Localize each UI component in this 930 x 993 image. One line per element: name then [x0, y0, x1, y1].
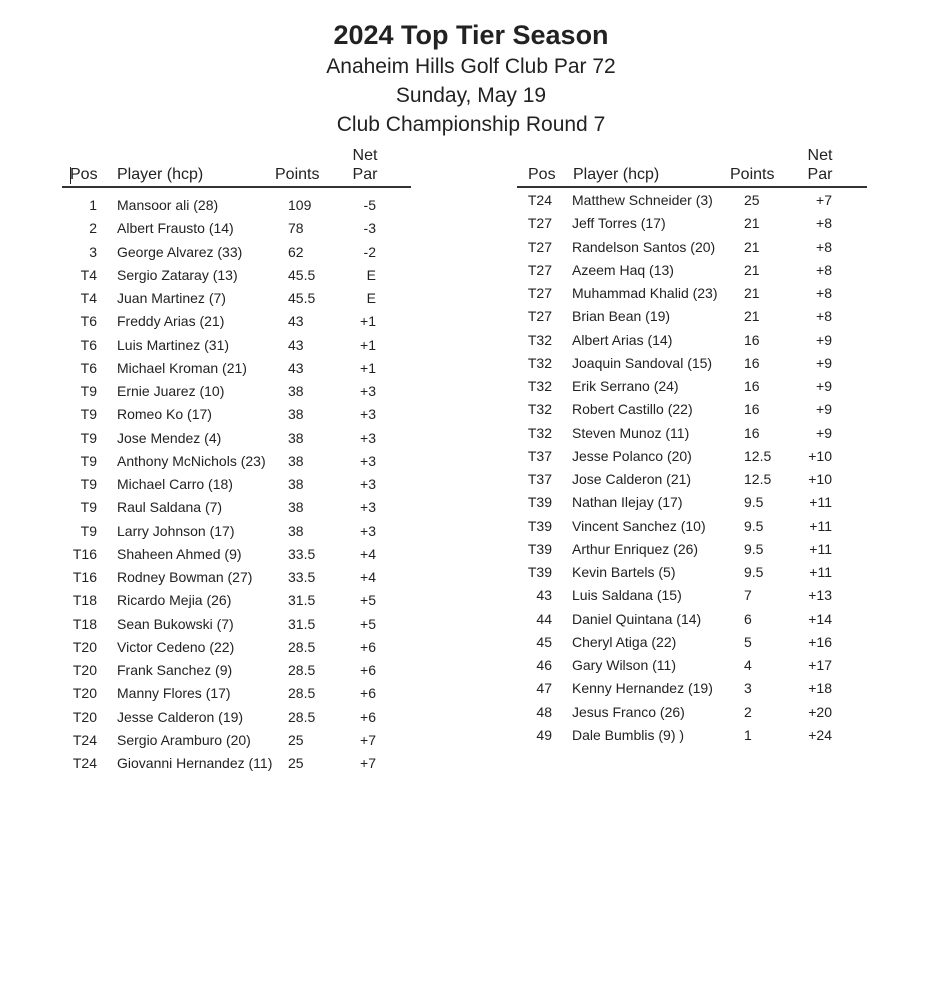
player-cell: Daniel Quintana (14)	[572, 610, 702, 627]
table-row	[62, 613, 411, 636]
net-par-cell: -2	[363, 243, 376, 260]
table-header	[517, 146, 867, 188]
points-cell: 28.5	[288, 662, 316, 678]
points-cell: 9.5	[744, 494, 764, 511]
player-cell: George Alvarez (33)	[117, 243, 243, 260]
net-par-cell: +5	[360, 615, 376, 632]
player-cell: Manny Flores (17)	[117, 685, 231, 702]
net-par-cell: +24	[808, 726, 832, 743]
points-cell: 45.5	[288, 290, 316, 306]
position-cell: T9	[80, 406, 97, 423]
net-par-cell: +11	[809, 564, 832, 580]
position-cell: T6	[80, 313, 97, 330]
player-cell: Erik Serrano (24)	[572, 378, 679, 394]
position-cell: T27	[527, 261, 552, 278]
net-par-cell: +1	[360, 313, 376, 330]
table-body	[517, 188, 867, 747]
player-cell: Randelson Santos (20)	[572, 238, 716, 255]
points-cell: 21	[744, 261, 760, 278]
points-cell: 38	[288, 476, 304, 492]
table-row	[62, 473, 411, 496]
table-row	[517, 701, 867, 724]
table-row	[517, 329, 867, 352]
report-title: 2024 Top Tier Season	[333, 20, 609, 50]
report-header	[0, 18, 930, 139]
col-header-points: Points	[275, 166, 320, 183]
points-cell: 3	[744, 680, 752, 697]
position-cell: T39	[527, 540, 552, 557]
net-par-cell: +13	[808, 587, 832, 604]
net-par-cell: +7	[360, 731, 376, 748]
player-cell: Juan Martinez (7)	[117, 290, 226, 306]
table-row	[517, 584, 867, 607]
points-cell: 78	[288, 220, 304, 237]
player-cell: Steven Munoz (11)	[572, 424, 690, 441]
table-row	[62, 659, 411, 682]
table-row	[62, 706, 411, 729]
position-cell: T37	[527, 471, 552, 487]
player-cell: Dale Bumblis (9) )	[572, 726, 685, 743]
net-par-cell: +11	[809, 540, 832, 557]
points-cell: 43	[288, 313, 304, 330]
position-cell: T9	[80, 383, 97, 399]
points-cell: 28.5	[288, 638, 316, 655]
position-cell: T9	[80, 429, 97, 446]
points-cell: 16	[744, 424, 760, 441]
position-cell: 44	[536, 610, 552, 627]
player-cell: Michael Kroman (21)	[117, 359, 247, 376]
table-row	[62, 241, 411, 264]
position-cell: T27	[527, 308, 552, 325]
position-cell: T4	[80, 266, 97, 283]
points-cell: 31.5	[288, 615, 316, 632]
col-header-net: Net	[352, 147, 378, 164]
table-row	[62, 496, 411, 519]
table-row	[517, 515, 867, 538]
table-row	[517, 259, 867, 282]
col-header-player: Player (hcp)	[573, 166, 660, 183]
position-cell: 43	[536, 587, 552, 604]
points-cell: 38	[288, 406, 304, 423]
table-row	[517, 282, 867, 305]
points-cell: 43	[288, 359, 304, 376]
net-par-cell: +3	[360, 499, 376, 516]
table-row	[62, 217, 411, 240]
position-cell: T18	[72, 592, 97, 609]
net-par-cell: +5	[360, 592, 376, 609]
table-row	[62, 357, 411, 380]
points-cell: 43	[288, 336, 304, 353]
net-par-cell: +6	[360, 638, 376, 655]
net-par-cell: +3	[360, 406, 376, 423]
player-cell: Brian Bean (19)	[572, 308, 671, 325]
table-row	[517, 236, 867, 259]
position-cell: T32	[527, 331, 552, 348]
position-cell: T9	[80, 522, 97, 539]
position-cell: T24	[72, 731, 97, 748]
player-cell: Kevin Bartels (5)	[572, 564, 676, 580]
net-par-cell: +7	[360, 755, 376, 771]
net-par-cell: +14	[808, 610, 832, 627]
player-cell: Jesse Polanco (20)	[572, 447, 692, 464]
net-par-cell: E	[366, 290, 376, 306]
points-cell: 33.5	[288, 569, 316, 585]
table-row	[517, 491, 867, 514]
position-cell: T18	[72, 615, 97, 632]
table-row	[62, 264, 411, 287]
net-par-cell: +1	[360, 336, 376, 353]
position-cell: 46	[536, 657, 552, 673]
net-par-cell: +9	[816, 354, 832, 371]
points-cell: 38	[288, 522, 304, 539]
table-row	[517, 538, 867, 561]
table-row	[62, 310, 411, 333]
points-cell: 16	[744, 378, 760, 394]
points-cell: 38	[288, 452, 304, 469]
points-cell: 21	[744, 215, 760, 232]
net-par-cell: +3	[360, 522, 376, 539]
player-cell: Luis Martinez (31)	[117, 336, 230, 353]
points-cell: 9.5	[744, 540, 764, 557]
points-cell: 25	[288, 755, 304, 771]
table-row	[517, 608, 867, 631]
net-par-cell: +9	[816, 331, 832, 348]
player-cell: Mansoor ali (28)	[117, 197, 219, 213]
player-cell: Muhammad Khalid (23)	[572, 285, 718, 301]
table-row	[62, 682, 411, 705]
player-cell: Michael Carro (18)	[117, 476, 233, 492]
player-cell: Vincent Sanchez (10)	[572, 517, 706, 534]
position-cell: 1	[89, 197, 97, 213]
points-cell: 38	[288, 429, 304, 446]
player-cell: Jesus Franco (26)	[572, 703, 685, 720]
net-par-cell: +3	[360, 383, 376, 399]
player-cell: Ernie Juarez (10)	[117, 383, 225, 399]
position-cell: T16	[72, 569, 97, 585]
col-header-pos: Pos	[528, 166, 556, 183]
net-par-cell: +18	[808, 680, 832, 697]
points-cell: 21	[744, 238, 760, 255]
net-par-cell: +20	[808, 703, 832, 720]
player-cell: Azeem Haq (13)	[572, 261, 674, 278]
player-cell: Arthur Enriquez (26)	[572, 540, 699, 557]
points-cell: 6	[744, 610, 752, 627]
points-cell: 21	[744, 308, 760, 325]
position-cell: T27	[527, 215, 552, 232]
points-cell: 12.5	[744, 447, 772, 464]
player-cell: Sergio Zataray (13)	[117, 266, 238, 283]
player-cell: Larry Johnson (17)	[117, 522, 235, 539]
table-row	[62, 194, 411, 217]
net-par-cell: +17	[808, 657, 832, 673]
net-par-cell: +9	[816, 401, 832, 418]
points-cell: 16	[744, 401, 760, 418]
net-par-cell: +11	[809, 494, 832, 511]
leaderboard-table-left	[62, 146, 411, 775]
table-row	[62, 520, 411, 543]
player-cell: Jose Mendez (4)	[117, 429, 222, 446]
table-row	[517, 654, 867, 677]
player-cell: Albert Arias (14)	[572, 331, 673, 348]
table-row	[517, 398, 867, 421]
points-cell: 38	[288, 383, 304, 399]
position-cell: T27	[527, 238, 552, 255]
position-cell: 49	[536, 726, 552, 743]
table-row	[62, 287, 411, 310]
position-cell: T9	[80, 476, 97, 492]
player-cell: Joaquin Sandoval (15)	[572, 354, 713, 371]
position-cell: 47	[536, 680, 552, 697]
net-par-cell: +8	[816, 285, 832, 301]
player-cell: Cheryl Atiga (22)	[572, 633, 677, 650]
position-cell: T32	[527, 354, 552, 371]
table-row	[517, 561, 867, 584]
table-row	[517, 305, 867, 328]
points-cell: 45.5	[288, 266, 316, 283]
position-cell: T9	[80, 499, 97, 516]
col-header-pos: Pos	[70, 166, 98, 183]
position-cell: T9	[80, 452, 97, 469]
table-row	[62, 450, 411, 473]
course-name: Anaheim Hills Golf Club Par 72	[326, 55, 616, 78]
points-cell: 7	[744, 587, 752, 604]
position-cell: T20	[72, 685, 97, 702]
player-cell: Robert Castillo (22)	[572, 401, 693, 418]
points-cell: 38	[288, 499, 304, 516]
points-cell: 25	[744, 192, 760, 208]
net-par-cell: +4	[360, 569, 376, 585]
position-cell: 3	[89, 243, 97, 260]
points-cell: 9.5	[744, 517, 764, 534]
position-cell: T6	[80, 359, 97, 376]
player-cell: Jesse Calderon (19)	[117, 708, 244, 725]
col-header-par: Par	[807, 166, 833, 183]
net-par-cell: +8	[816, 308, 832, 325]
table-row	[517, 375, 867, 398]
player-cell: Ricardo Mejia (26)	[117, 592, 232, 609]
net-par-cell: +1	[360, 359, 376, 376]
position-cell: T24	[527, 192, 552, 208]
position-cell: T39	[527, 517, 552, 534]
player-cell: Frank Sanchez (9)	[117, 662, 233, 678]
table-row	[517, 724, 867, 747]
table-row	[517, 631, 867, 654]
table-row	[62, 427, 411, 450]
position-cell: T27	[527, 285, 552, 301]
player-cell: Matthew Schneider (3)	[572, 192, 713, 208]
points-cell: 28.5	[288, 708, 316, 725]
net-par-cell: +16	[808, 633, 832, 650]
position-cell: T39	[527, 494, 552, 511]
net-par-cell: -3	[363, 220, 376, 237]
table-row	[517, 212, 867, 235]
net-par-cell: +3	[360, 429, 376, 446]
leaderboard-table-right	[517, 146, 867, 747]
points-cell: 62	[288, 243, 304, 260]
points-cell: 2	[744, 703, 752, 720]
player-cell: Nathan Ilejay (17)	[572, 494, 683, 511]
table-row	[517, 468, 867, 491]
player-cell: Giovanni Hernandez (11)	[117, 755, 273, 771]
net-par-cell: +3	[360, 452, 376, 469]
table-row	[517, 422, 867, 445]
position-cell: T20	[72, 662, 97, 678]
table-header	[62, 146, 411, 188]
net-par-cell: +8	[816, 261, 832, 278]
net-par-cell: +11	[809, 517, 832, 534]
table-row	[517, 352, 867, 375]
net-par-cell: +4	[360, 545, 376, 562]
player-cell: Sergio Aramburo (20)	[117, 731, 251, 748]
points-cell: 12.5	[744, 471, 772, 487]
col-header-par: Par	[352, 166, 378, 183]
points-cell: 25	[288, 731, 304, 748]
table-row	[517, 445, 867, 468]
points-cell: 9.5	[744, 564, 764, 580]
net-par-cell: +7	[816, 192, 832, 208]
player-cell: Shaheen Ahmed (9)	[117, 545, 242, 562]
table-row	[62, 543, 411, 566]
points-cell: 4	[744, 657, 752, 673]
player-cell: Gary Wilson (11)	[572, 657, 676, 673]
net-par-cell: +9	[816, 424, 832, 441]
table-row	[62, 589, 411, 612]
table-row	[517, 189, 867, 212]
player-cell: Sean Bukowski (7)	[117, 615, 234, 632]
points-cell: 16	[744, 331, 760, 348]
position-cell: T20	[72, 708, 97, 725]
points-cell: 31.5	[288, 592, 316, 609]
player-cell: Rodney Bowman (27)	[117, 569, 253, 585]
table-row	[62, 636, 411, 659]
player-cell: Freddy Arias (21)	[117, 313, 225, 330]
position-cell: T32	[527, 401, 552, 418]
table-body	[62, 188, 411, 775]
table-row	[62, 380, 411, 403]
net-par-cell: +9	[816, 378, 832, 394]
position-cell: 48	[536, 703, 552, 720]
position-cell: T16	[72, 545, 97, 562]
net-par-cell: +6	[360, 662, 376, 678]
player-cell: Jose Calderon (21)	[572, 471, 692, 487]
position-cell: T39	[527, 564, 552, 580]
table-row	[62, 752, 411, 775]
net-par-cell: +6	[360, 685, 376, 702]
table-row	[517, 677, 867, 700]
table-row	[62, 403, 411, 426]
points-cell: 1	[744, 726, 752, 743]
position-cell: T32	[527, 378, 552, 394]
position-cell: T20	[72, 638, 97, 655]
net-par-cell: -5	[363, 197, 376, 213]
player-cell: Raul Saldana (7)	[117, 499, 223, 516]
points-cell: 33.5	[288, 545, 316, 562]
net-par-cell: +10	[808, 447, 832, 464]
position-cell: T37	[527, 447, 552, 464]
net-par-cell: E	[366, 266, 376, 283]
table-row	[62, 566, 411, 589]
net-par-cell: +8	[816, 215, 832, 232]
points-cell: 28.5	[288, 685, 316, 702]
table-row	[62, 334, 411, 357]
player-cell: Albert Frausto (14)	[117, 220, 234, 237]
player-cell: Luis Saldana (15)	[572, 587, 682, 604]
points-cell: 16	[744, 354, 760, 371]
player-cell: Victor Cedeno (22)	[117, 638, 235, 655]
table-row	[62, 729, 411, 752]
col-header-player: Player (hcp)	[117, 166, 204, 183]
points-cell: 5	[744, 633, 752, 650]
position-cell: T24	[72, 755, 97, 771]
col-header-points: Points	[730, 166, 775, 183]
player-cell: Romeo Ko (17)	[117, 406, 212, 423]
player-cell: Kenny Hernandez (19)	[572, 680, 713, 697]
position-cell: T6	[80, 336, 97, 353]
col-header-net: Net	[807, 147, 833, 164]
position-cell: 45	[536, 633, 552, 650]
net-par-cell: +3	[360, 476, 376, 492]
position-cell: T4	[80, 290, 97, 306]
net-par-cell: +8	[816, 238, 832, 255]
points-cell: 21	[744, 285, 760, 301]
points-cell: 109	[288, 197, 312, 213]
player-cell: Jeff Torres (17)	[572, 215, 666, 232]
position-cell: T32	[527, 424, 552, 441]
player-cell: Anthony McNichols (23)	[117, 452, 266, 469]
event-date: Sunday, May 19	[395, 84, 547, 107]
net-par-cell: +10	[808, 471, 832, 487]
position-cell: 2	[89, 220, 97, 237]
event-name: Club Championship Round 7	[336, 113, 606, 136]
net-par-cell: +6	[360, 708, 376, 725]
